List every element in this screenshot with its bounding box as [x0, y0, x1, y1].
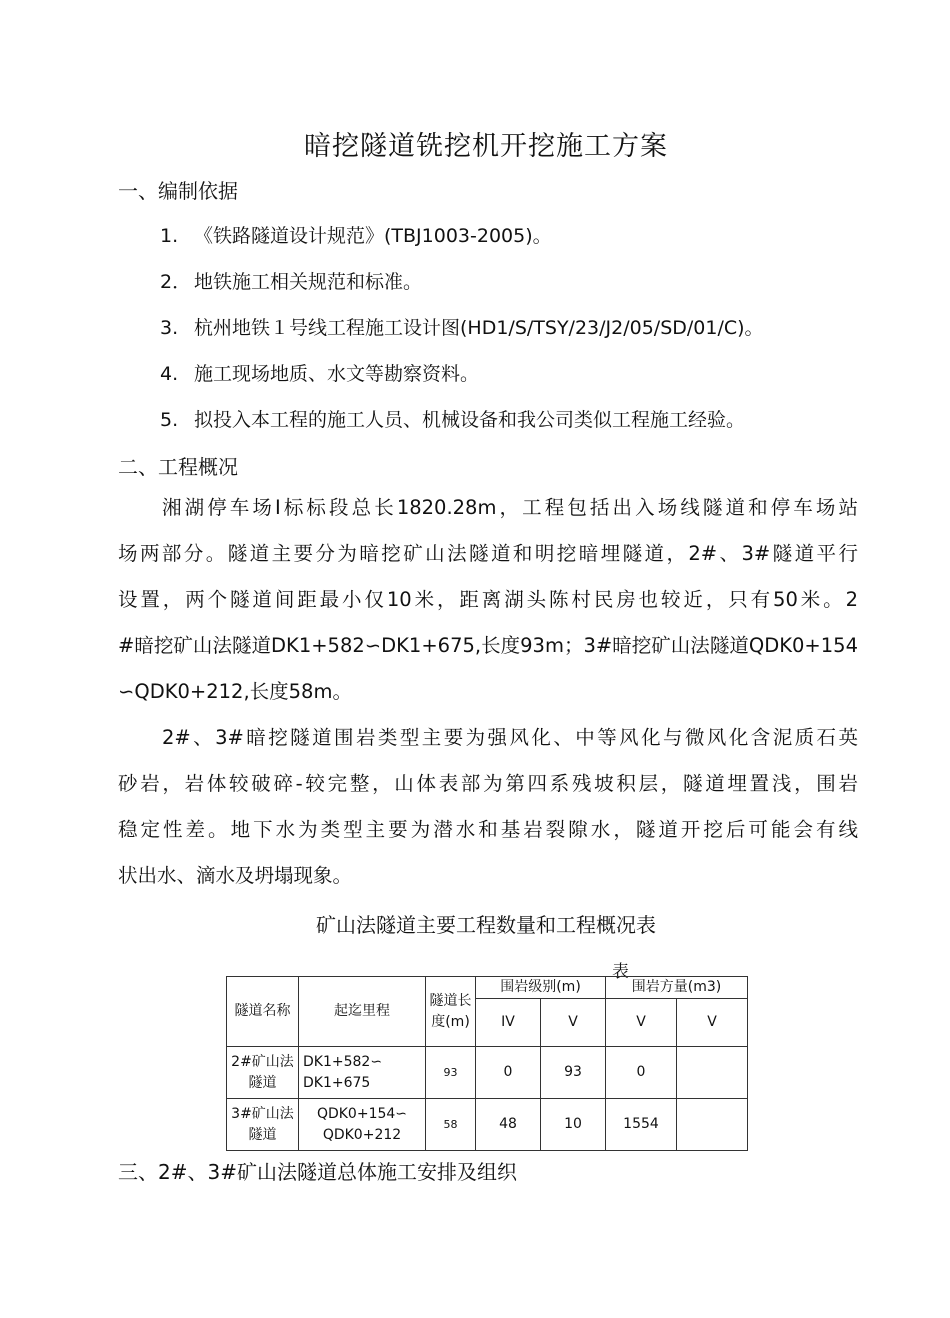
- cell-grade-v: 10: [541, 1099, 606, 1151]
- tunnel-quantity-table: [226, 976, 748, 1151]
- mileage-start: DK1+582∽: [303, 1053, 383, 1070]
- list-item-text: 杭州地铁１号线工程施工设计图(HD1/S/TSY/23/J2/05/SD/01/C)。: [194, 317, 764, 339]
- header-grade-iv: IV: [476, 999, 541, 1047]
- mileage-end: QDK0+212: [322, 1126, 402, 1143]
- cell-length: 58: [426, 1099, 476, 1151]
- list-item-text: 《铁路隧道设计规范》(TBJ1003-2005)。: [194, 225, 552, 247]
- cell-volume-v: 0: [606, 1047, 677, 1099]
- list-item: [160, 405, 745, 432]
- list-item-number: 4.: [160, 363, 179, 385]
- cell-tunnel-name: 2#矿山法隧道: [227, 1047, 299, 1099]
- cell-length: 93: [426, 1047, 476, 1099]
- header-volume-v2: V: [677, 999, 748, 1047]
- header-length: 隧道长度(m): [426, 977, 476, 1047]
- header-volume-v: V: [606, 999, 677, 1047]
- mileage-end: DK1+675: [303, 1074, 371, 1091]
- paragraph-line: 设置，两个隧道间距最小仅10米，距离湖头陈村民房也较近，只有50米。2: [118, 588, 858, 611]
- cell-grade-v: 93: [541, 1047, 606, 1099]
- paragraph-line: 砂岩，岩体较破碎-较完整，山体表部为第四系残坡积层，隧道埋置浅，围岩: [118, 772, 858, 795]
- paragraph-line: 场两部分。隧道主要分为暗挖矿山法隧道和明挖暗埋隧道，2#、3#隧道平行: [118, 542, 858, 565]
- list-item-number: 2．: [160, 271, 192, 293]
- list-item: [160, 221, 552, 248]
- table-row: [227, 1099, 748, 1151]
- list-item-text: 施工现场地质、水文等勘察资料。: [194, 363, 480, 385]
- list-item-number: 3.: [160, 317, 179, 339]
- list-item-text: 拟投入本工程的施工人员、机械设备和我公司类似工程施工经验。: [194, 409, 746, 431]
- paragraph-line: ∽QDK0+212,长度58m。: [118, 680, 352, 703]
- table-caption: 矿山法隧道主要工程数量和工程概况表: [316, 913, 656, 937]
- cell-volume-v2: [677, 1099, 748, 1151]
- paragraph-line: 稳定性差。地下水为类型主要为潜水和基岩裂隙水，隧道开挖后可能会有线: [118, 818, 858, 841]
- cell-grade-iv: 0: [476, 1047, 541, 1099]
- overview-paragraph-2: [118, 715, 858, 899]
- header-mileage: 起迄里程: [299, 977, 426, 1047]
- section-heading-overview: 二、工程概况: [118, 455, 238, 479]
- section-heading-basis: 一、编制依据: [118, 179, 238, 203]
- list-item: [160, 267, 422, 294]
- header-grade-v: V: [541, 999, 606, 1047]
- cell-volume-v2: [677, 1047, 748, 1099]
- list-item: [160, 359, 479, 386]
- cell-mileage: [299, 1099, 426, 1151]
- cell-tunnel-name: 3#矿山法隧道: [227, 1099, 299, 1151]
- paragraph-line: #暗挖矿山法隧道DK1+582∽DK1+675,长度93m；3#暗挖矿山法隧道QDK0+154: [118, 634, 858, 657]
- paragraph-line: 湘湖停车场Ⅰ标标段总长1820.28m，工程包括出入场线隧道和停车场站: [162, 496, 858, 519]
- cell-grade-iv: 48: [476, 1099, 541, 1151]
- list-item-number: 1.: [160, 225, 179, 247]
- list-item-text: 地铁施工相关规范和标准。: [194, 271, 423, 293]
- cell-volume-v: 1554: [606, 1099, 677, 1151]
- section-heading-organization: 三、2#、3#矿山法隧道总体施工安排及组织: [118, 1160, 517, 1184]
- list-item: [160, 313, 764, 340]
- overview-paragraph-1: [118, 485, 858, 715]
- document-title: 暗挖隧道铣挖机开挖施工方案: [304, 131, 668, 162]
- header-tunnel-name: 隧道名称: [227, 977, 299, 1047]
- header-rock-volume: 围岩方量(m3): [606, 977, 748, 999]
- list-item-number: 5.: [160, 409, 179, 431]
- cell-mileage: [299, 1047, 426, 1099]
- header-rock-grade: 围岩级别(m): [476, 977, 606, 999]
- paragraph-line: 状出水、滴水及坍塌现象。: [118, 864, 353, 887]
- table-caption-suffix: 表: [612, 962, 629, 982]
- table-row: [227, 1047, 748, 1099]
- mileage-start: QDK0+154∽: [316, 1105, 408, 1122]
- paragraph-line: 2#、3#暗挖隧道围岩类型主要为强风化、中等风化与微风化含泥质石英: [162, 726, 858, 749]
